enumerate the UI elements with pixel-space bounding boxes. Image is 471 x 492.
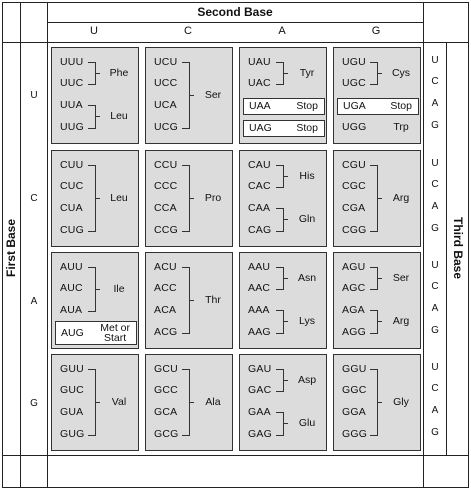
codon-label: AAA	[248, 304, 270, 316]
bracket	[276, 62, 284, 85]
bracket-tick	[189, 402, 194, 403]
amino-acid-label: Lys	[299, 315, 315, 327]
third-base-g: G	[431, 120, 439, 131]
codon-label: UUG	[60, 121, 84, 133]
amino-acid-label: Stop	[296, 122, 318, 134]
codon-cell-cg	[333, 150, 421, 247]
codon-label: UAG	[249, 122, 272, 134]
codon-label: UAC	[248, 77, 271, 89]
codon-cell-gg	[333, 354, 421, 451]
amino-acid-label: Met or Start	[100, 322, 130, 344]
codon-label: UGA	[343, 100, 366, 112]
bracket	[370, 165, 378, 232]
codon-label: UUC	[60, 77, 84, 89]
bracket	[88, 267, 96, 312]
amino-acid-label: Pro	[204, 191, 222, 204]
bracket-tick	[283, 176, 288, 177]
bracket-tick	[377, 402, 382, 403]
bracket-tick	[283, 423, 288, 424]
third-base-a: A	[431, 405, 439, 416]
amino-acid-label: His	[299, 169, 315, 182]
codon-label: CCG	[154, 224, 178, 236]
codon-label: UCA	[154, 99, 177, 111]
amino-acid-label: Ile	[113, 282, 125, 295]
third-base-u: U	[431, 260, 439, 271]
codon-label: UGG	[342, 121, 367, 133]
codon-label: GUG	[60, 428, 85, 440]
bracket-tick	[189, 198, 194, 199]
codon-label: AUU	[60, 261, 83, 273]
footer-top-line	[2, 455, 469, 456]
third-base-c: C	[431, 76, 439, 87]
codon-label: AAG	[248, 326, 271, 338]
amino-acid-label: Ser	[392, 271, 410, 284]
bracket	[276, 369, 284, 392]
bracket	[370, 267, 378, 290]
row-header-u: U	[30, 90, 38, 101]
stop-codon-box	[337, 98, 419, 115]
codon-label: GCU	[154, 363, 178, 375]
codon-label: CGA	[342, 202, 366, 214]
amino-acid-label: Tyr	[299, 66, 315, 79]
codon-label: GAG	[248, 428, 272, 440]
codon-label: AUA	[60, 304, 83, 316]
bracket-tick	[189, 95, 194, 96]
left-divider	[20, 2, 21, 488]
codon-label: GAA	[248, 406, 271, 418]
header-bottom-line	[2, 42, 469, 43]
codon-label: CCC	[154, 180, 178, 192]
bracket-tick	[377, 321, 382, 322]
column-header-a: A	[278, 25, 286, 37]
amino-acid-label: Stop	[296, 100, 318, 112]
bracket-tick	[95, 289, 100, 290]
third-base-c: C	[431, 281, 439, 292]
start-codon-box	[55, 321, 137, 345]
amino-acid-label: Glu	[298, 417, 316, 429]
third-base-c: C	[431, 383, 439, 394]
codon-label: GAC	[248, 384, 272, 396]
bracket-tick	[95, 116, 100, 117]
bracket	[370, 369, 378, 436]
codon-label: GGU	[342, 363, 367, 375]
row-header-g: G	[30, 398, 38, 409]
amino-acid-label: Stop	[390, 100, 412, 112]
codon-label: CCA	[154, 202, 177, 214]
codon-label: ACG	[154, 326, 178, 338]
bracket	[182, 62, 190, 129]
row-header-c: C	[30, 193, 38, 204]
third-base-a: A	[431, 303, 439, 314]
bracket-tick	[95, 73, 100, 74]
codon-label: UGC	[342, 77, 366, 89]
codon-cell-gu	[51, 354, 139, 451]
codon-cell-cc	[145, 150, 233, 247]
third-base-c: C	[431, 179, 439, 190]
third-base-g: G	[431, 223, 439, 234]
amino-acid-label: Thr	[205, 293, 221, 306]
codon-cell-ug	[333, 47, 421, 144]
codon-label: GCC	[154, 384, 178, 396]
bracket	[88, 165, 96, 232]
bracket-tick	[189, 300, 194, 301]
codon-cell-uu	[51, 47, 139, 144]
codon-cell-ca	[239, 150, 327, 247]
bracket	[276, 165, 284, 188]
codon-cell-uc	[145, 47, 233, 144]
codon-label: ACA	[154, 304, 177, 316]
codon-label: CUA	[60, 202, 83, 214]
bracket-tick	[283, 380, 288, 381]
bracket	[88, 105, 96, 129]
bracket-tick	[377, 278, 382, 279]
codon-label: UCU	[154, 56, 178, 68]
codon-label: UGU	[342, 56, 366, 68]
codon-label: UUU	[60, 56, 84, 68]
codon-label: UCG	[154, 121, 178, 133]
codon-label: CGC	[342, 180, 366, 192]
amino-acid-label: Arg	[392, 191, 410, 204]
bracket-tick	[283, 278, 288, 279]
codon-label: GUU	[60, 363, 84, 375]
second-base-title: Second Base	[197, 5, 273, 19]
bracket	[182, 165, 190, 232]
codon-label: CAG	[248, 224, 272, 236]
column-header-c: C	[184, 25, 192, 37]
stop-codon-box	[243, 120, 325, 137]
bracket-tick	[283, 321, 288, 322]
third-base-title: Third Base	[451, 216, 465, 280]
third-base-u: U	[431, 55, 439, 66]
amino-acid-label: Gly	[393, 395, 409, 408]
codon-label: AGA	[342, 304, 365, 316]
codon-label: CAA	[248, 202, 271, 214]
codon-label: AUC	[60, 282, 83, 294]
codon-label: UUA	[60, 99, 83, 111]
codon-label: UAA	[249, 100, 271, 112]
third-base-g: G	[431, 427, 439, 438]
codon-label: GCG	[154, 428, 179, 440]
bracket-tick	[95, 198, 100, 199]
amino-acid-label: Ser	[204, 88, 222, 101]
codon-label: CAC	[248, 180, 271, 192]
left-divider-2	[47, 2, 48, 488]
codon-label: CUC	[60, 180, 84, 192]
third-base-a: A	[431, 201, 439, 212]
amino-acid-label: Val	[111, 395, 127, 408]
bracket	[276, 412, 284, 436]
codon-cell-ua	[239, 47, 327, 144]
codon-label: CGU	[342, 159, 366, 171]
codon-cell-aa	[239, 252, 327, 349]
row-header-a: A	[30, 296, 38, 307]
codon-label: CAU	[248, 159, 271, 171]
codon-label: UCC	[154, 77, 178, 89]
codon-cell-ac	[145, 252, 233, 349]
codon-label: AGC	[342, 282, 366, 294]
bracket	[276, 310, 284, 334]
codon-label: UAU	[248, 56, 271, 68]
codon-label: GGA	[342, 406, 366, 418]
amino-acid-label: Phe	[109, 66, 129, 79]
amino-acid-label: Trp	[393, 121, 409, 133]
codon-label: ACC	[154, 282, 177, 294]
third-base-u: U	[431, 362, 439, 373]
codon-label: GGC	[342, 384, 367, 396]
codon-label: GAU	[248, 363, 272, 375]
codon-label: CGG	[342, 224, 367, 236]
amino-acid-label: Gln	[298, 213, 316, 225]
bracket-tick	[377, 198, 382, 199]
right-divider	[423, 2, 424, 488]
bracket	[276, 208, 284, 232]
codon-label: CUU	[60, 159, 84, 171]
bracket	[370, 62, 378, 85]
codon-cell-ga	[239, 354, 327, 451]
amino-acid-label: Cys	[391, 66, 411, 79]
bracket	[88, 369, 96, 436]
codon-label: AUG	[61, 327, 84, 339]
amino-acid-label: Leu	[110, 191, 128, 204]
codon-label: AAU	[248, 261, 271, 273]
stop-codon-box	[243, 98, 325, 115]
codon-label: CUG	[60, 224, 84, 236]
codon-label: AGG	[342, 326, 366, 338]
codon-label: AGU	[342, 261, 366, 273]
third-base-a: A	[431, 98, 439, 109]
bracket-tick	[95, 402, 100, 403]
bracket	[370, 310, 378, 334]
third-base-u: U	[431, 158, 439, 169]
amino-acid-label: Ala	[205, 395, 221, 408]
column-header-u: U	[90, 25, 98, 37]
bracket	[276, 267, 284, 290]
codon-label: GCA	[154, 406, 178, 418]
codon-label: GGG	[342, 428, 368, 440]
third-base-g: G	[431, 325, 439, 336]
bracket	[88, 62, 96, 85]
codon-label: GUA	[60, 406, 84, 418]
codon-label: ACU	[154, 261, 177, 273]
codon-label: GUC	[60, 384, 84, 396]
bracket	[182, 267, 190, 334]
header-divider	[47, 22, 423, 23]
amino-acid-label: Asn	[297, 271, 317, 284]
first-base-title: First Base	[4, 218, 18, 278]
bracket-tick	[283, 73, 288, 74]
right-divider-2	[446, 42, 447, 455]
codon-cell-gc	[145, 354, 233, 451]
amino-acid-label: Arg	[392, 315, 410, 327]
bracket-tick	[283, 219, 288, 220]
amino-acid-label: Leu	[110, 110, 128, 122]
codon-label: AAC	[248, 282, 271, 294]
codon-cell-ag	[333, 252, 421, 349]
bracket-tick	[377, 73, 382, 74]
codon-cell-cu	[51, 150, 139, 247]
codon-cell-au	[51, 252, 139, 349]
bracket	[182, 369, 190, 436]
codon-label: CCU	[154, 159, 178, 171]
column-header-g: G	[371, 25, 381, 37]
amino-acid-label: Asp	[297, 373, 317, 386]
